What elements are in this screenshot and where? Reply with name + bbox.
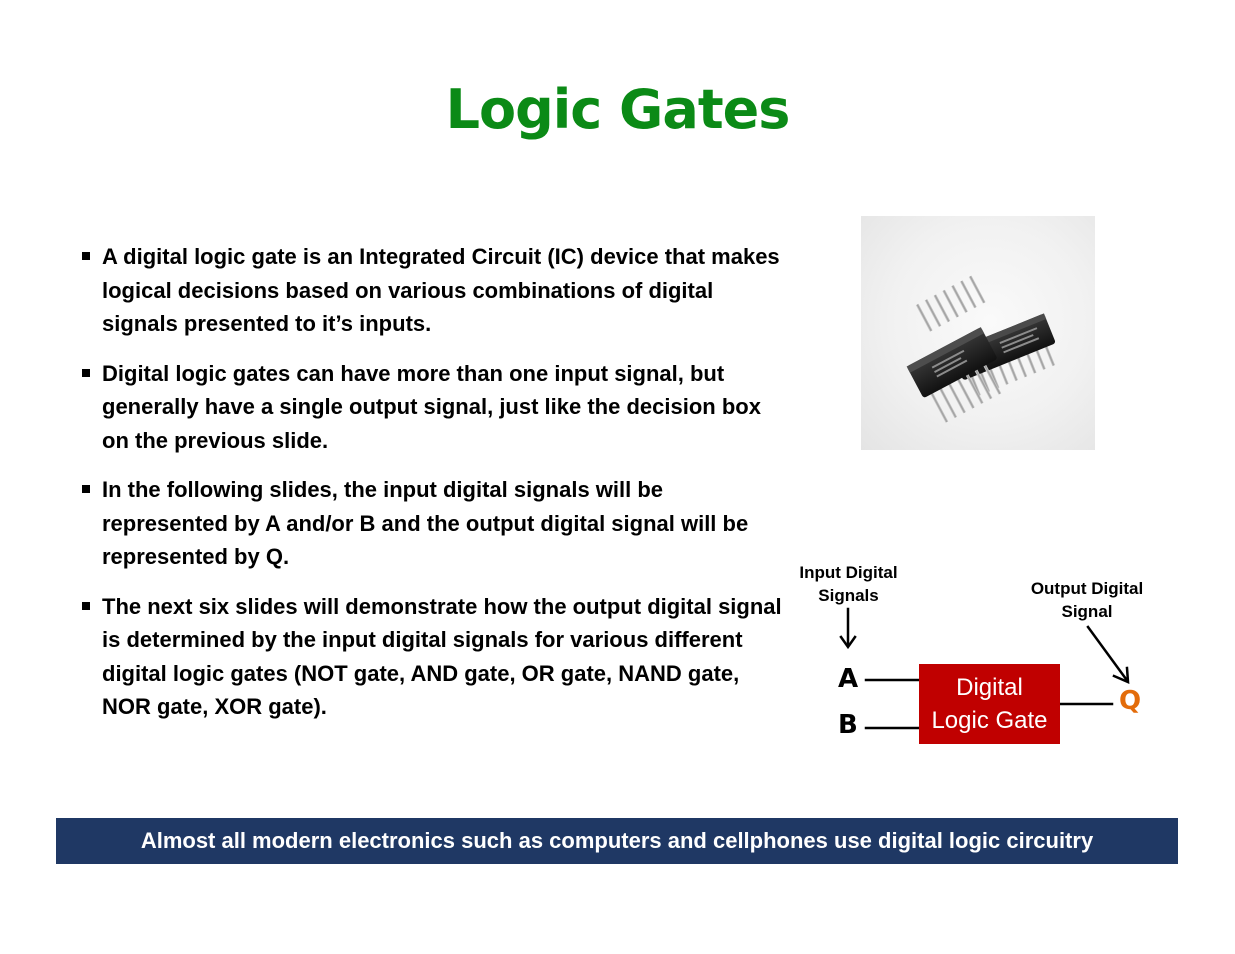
bullet-text: The next six slides will demonstrate how the output digital signal is determined by the input digital signals for various different digital logic gates (NOT gate, AND gate, OR gate, NAND gate, NOR gate, XOR gate). (102, 593, 782, 719)
input-label-line1: Input Digital (799, 563, 898, 582)
output-arrow-shaft (1088, 627, 1126, 679)
digital-logic-gate-box (919, 664, 1060, 744)
output-label-line1: Output Digital (1030, 579, 1144, 598)
input-a-label: A (838, 664, 859, 694)
footer-banner (56, 818, 1178, 864)
input-label-line2: Signals (818, 586, 879, 605)
slide-title: Logic Gates (445, 78, 790, 141)
bullet-text: A digital logic gate is an Integrated Circuit (IC) device that makes logical decisions based on various combinations of digital signals presented to it’s inputs. (102, 244, 780, 336)
output-label-line2: Signal (1061, 602, 1113, 621)
input-b-label: B (838, 710, 858, 740)
output-q-label: Q (1119, 686, 1142, 716)
footer-text: Almost all modern electronics such as computers and cellphones use digital logic circuitry (140, 828, 1094, 853)
bullet-text: Digital logic gates can have more than one input signal, but generally have a single output signal, just like the decision box on the previous slide. (102, 360, 761, 453)
gate-label: Digital Logic Gate (931, 674, 1048, 734)
bullet-text: In the following slides, the input digital signals will be represented by A and/or B and the output digital signal will be represented by Q. (102, 477, 749, 569)
